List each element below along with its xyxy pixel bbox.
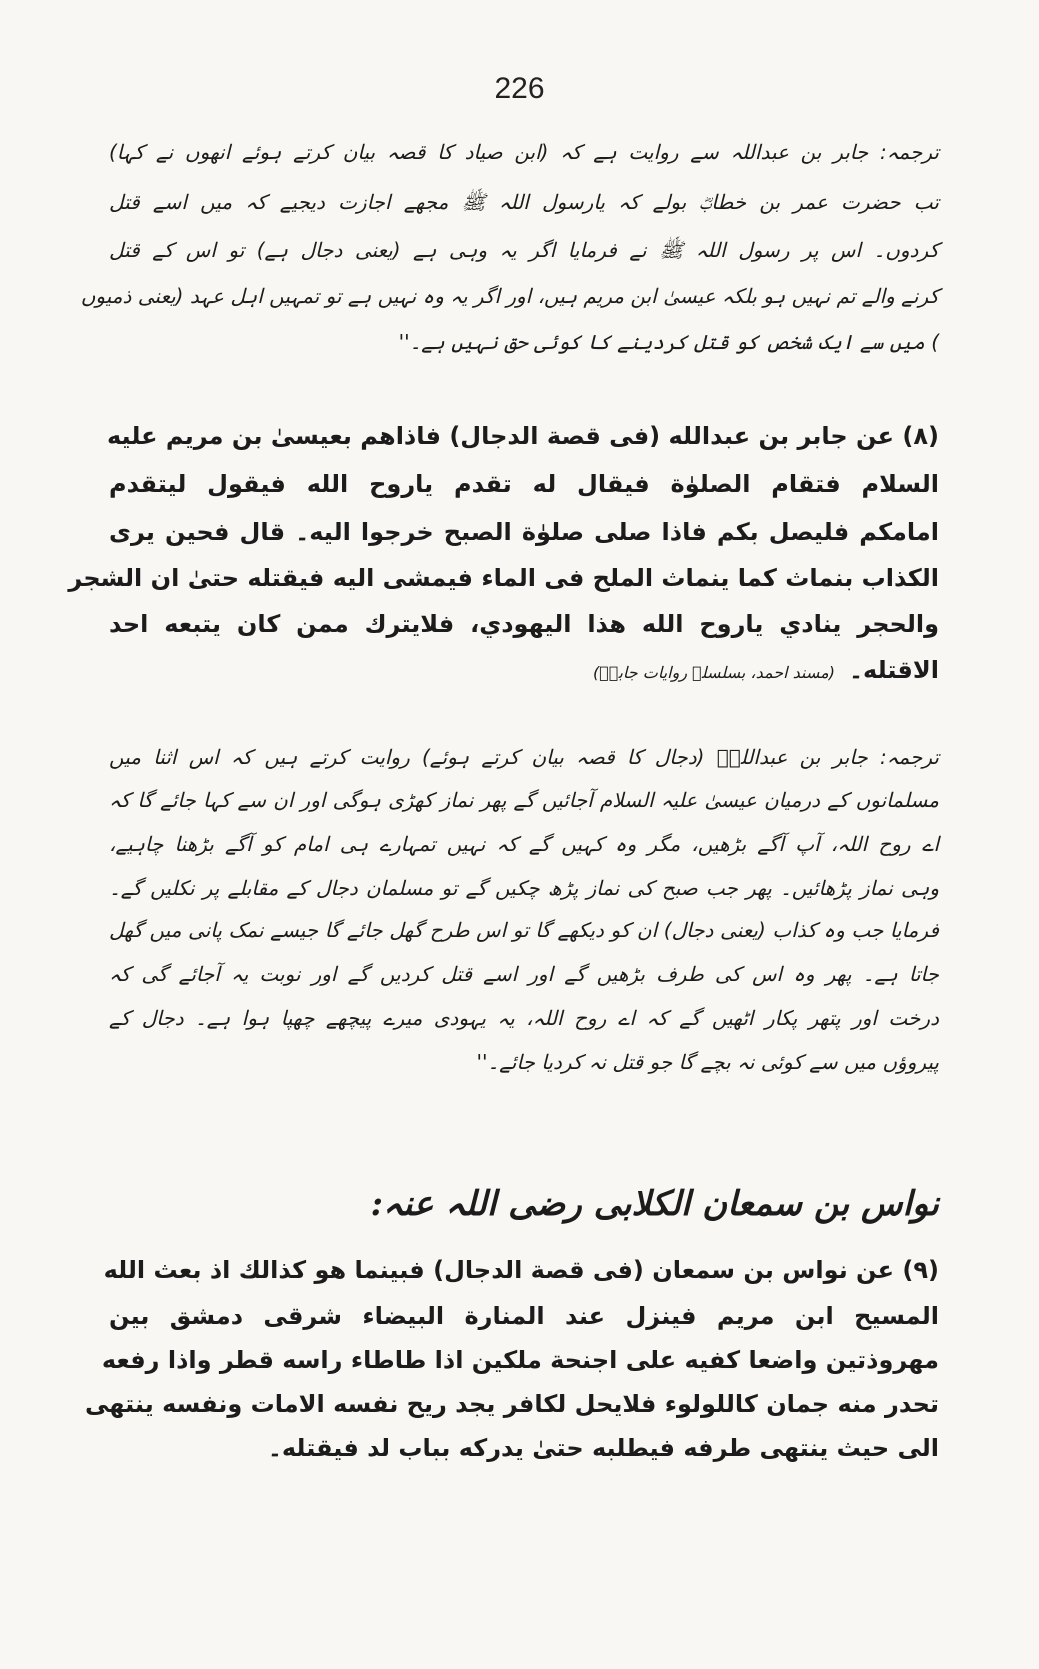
line-text: ترجمہ: جابر بن عبداللہ سے روایت ہے کہ (ابن صیاد کا قصہ بیان کرتے ہوئے انھوں نے کہا) [109,140,939,164]
section-heading [109,1183,939,1224]
urdu-text-line [109,140,939,164]
urdu-text-line [109,745,939,769]
urdu-text-line [109,876,939,900]
arabic-text-line [68,564,939,592]
line-text: مهروذتين واضعا كفيه على اجنحة ملكين اذا طاطاء راسه قطر واذا رفعه [101,1346,939,1374]
line-text: فرمایا جب وہ کذاب (یعنی دجال) ان کو دیکھے گا تو اس طرح گھل جائے گا جیسے نمک پانی میں گھل [109,918,939,942]
arabic-text-line [109,1302,939,1330]
line-text: ) میں سے ایک شخص کو قتل کردینے کا کوئی حق نہیں ہے۔'' [398,330,939,354]
line-text: الاقتله۔ [848,656,939,684]
line-text: نواس بن سمعان الکلابی رضی اللہ عنہ: [370,1184,939,1224]
arabic-text-line [109,470,939,498]
urdu-text-line [109,918,939,942]
line-text: (٨) عن جابر بن عبدالله (فى قصة الدجال) فاذاهم بعيسىٰ بن مريم عليه [106,422,939,450]
line-text: الكذاب بنماث كما ينماث الملح فى الماء فيمشى اليه فيقتله حتىٰ ان الشجر [68,564,939,592]
arabic-text-line [109,656,939,684]
urdu-text-line [109,238,939,267]
urdu-text-line [109,832,939,856]
line-text: والحجر ينادي ياروح الله هذا اليهودي، فلايترك ممن كان يتبعه احد [109,610,939,638]
citation: (مسند احمد، بسلسلہ روایات جابرؓ) [593,663,835,682]
line-text: تحدر منه جمان كاللولوء فلايحل لكافر يجد ريح نفسه الامات ونفسه ينتهى [85,1390,939,1418]
line-text: پیروؤں میں سے کوئی نہ بچے گا جو قتل نہ کردیا جائے۔'' [476,1050,939,1074]
urdu-text-line [109,962,939,986]
line-text: امامكم فليصل بكم فاذا صلى صلوٰة الصبح خرجوا اليه۔ قال فحين يرى [109,518,939,546]
line-text: المسيح ابن مريم فينزل عند المنارة البيضاء شرقى دمشق بين [109,1302,939,1330]
urdu-text-line [109,190,939,219]
arabic-text-line [109,1434,939,1462]
urdu-text-line [109,1050,939,1074]
arabic-text-line [109,610,939,638]
arabic-text-line [101,1346,939,1374]
line-text: ترجمہ: جابر بن عبداللہؓ (دجال کا قصہ بیان کرتے ہوئے) روایت کرتے ہیں کہ اس اثنا میں [109,745,939,769]
line-text: (٩) عن نواس بن سمعان (فى قصة الدجال) فبينما هو كذالك اذ بعث الله [103,1256,939,1284]
urdu-text-line [109,1006,939,1030]
line-text: مسلمانوں کے درمیان عیسیٰ علیہ السلام آجائیں گے پھر نماز کھڑی ہوگی اور ان سے کہا جائے گا کہ [109,788,939,812]
line-text: وہی نماز پڑھائیں۔ پھر جب صبح کی نماز پڑھ چکیں گے تو مسلمان دجال کے مقابلے پر نکلیں گے۔ [109,876,939,900]
line-text: کردوں۔ اس پر رسول اللہ ﷺ نے فرمایا اگر یہ وہی ہے (یعنی دجال ہے) تو اس کے قتل [109,238,939,262]
line-text: اے روح اللہ، آپ آگے بڑھیں، مگر وہ کہیں گے کہ نہیں تمہارے ہی امام کو آگے بڑھنا چاہیے، [109,832,939,856]
urdu-text-line [109,330,939,354]
arabic-text-line [103,1256,939,1284]
line-text: جاتا ہے۔ پھر وہ اس کی طرف بڑھیں گے اور اسے قتل کردیں گے اور نوبت یہ آجائے گی کہ [109,962,939,986]
line-text: کرنے والے تم نہیں ہو بلکہ عیسیٰ ابن مریم ہیں، اور اگر یہ وہ نہیں ہے تو تمہیں اہل عہد (یعنی ذمیوں [80,284,939,308]
arabic-text-line [106,422,939,450]
line-text: درخت اور پتھر پکار اٹھیں گے کہ اے روح اللہ، یہ یہودی میرے پیچھے چھپا ہوا ہے۔ دجال کے [109,1006,939,1030]
arabic-text-line [109,518,939,546]
page-number: 226 [494,72,545,105]
line-text: السلام فتقام الصلوٰة فيقال له تقدم ياروح الله فيقول ليتقدم [109,470,939,498]
urdu-text-line [80,284,939,308]
line-text: الى حيث ينتهى طرفه فيطلبه حتىٰ يدركه بباب لد فيقتله۔ [267,1434,939,1462]
line-text: تب حضرت عمر بن خطابؓ بولے کہ یارسول اللہ ﷺ مجھے اجازت دیجیے کہ میں اسے قتل [109,190,939,214]
arabic-text-line [85,1390,939,1418]
urdu-text-line [109,788,939,812]
